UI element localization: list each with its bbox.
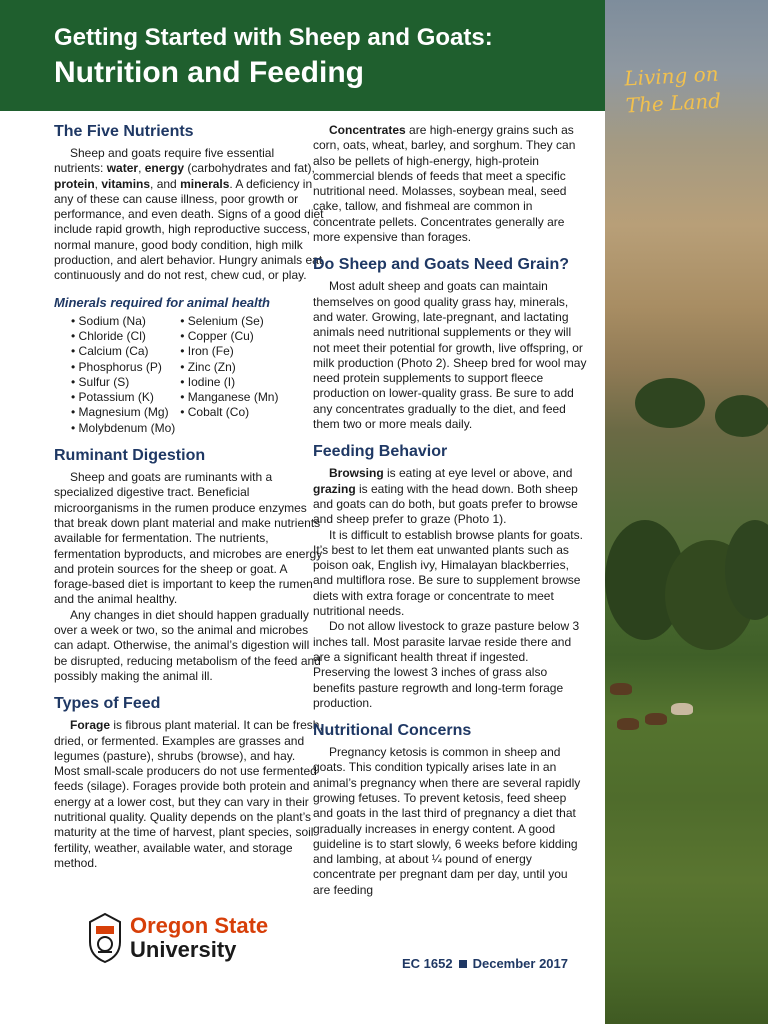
mineral-item: • Zinc (Zn) (180, 359, 236, 374)
minerals-list-column-1 (54, 314, 175, 436)
section-heading-five-nutrients: The Five Nutrients (54, 123, 194, 140)
ruminant-paragraph-1: Sheep and goats are ruminants with a specialized digestive tract. Beneficial microorganisms in the rumen produce enzymes that break down plant material and make nutrients available for fermentation. The nutrients, fermentation byproducts, and microbes are energy and protein sources for the sheep or goat. A forage-based diet is important to keep the rumen and the animal healthy. (54, 470, 323, 607)
minerals-list-column-2 (175, 314, 278, 436)
mineral-item: • Calcium (Ca) (71, 344, 149, 359)
ruminant-paragraph-2: Any changes in diet should happen gradually over a week or two, so the animal and microbes can adapt. Otherwise, the animal’s digestion will be disrupted, reducing metabolism of the feed and possibly making the animal ill. (54, 607, 321, 683)
mineral-item: • Chloride (Cl) (71, 328, 146, 343)
feeding-behavior-paragraph-2: It is difficult to establish browse plants for goats. It’s best to let them eat unwanted plants such as poison oak, English ivy, Himalayan blackberries, and multiflora rose. Be sure to supplement browse diets with extra forage or concentrate to meet nutritional needs. (313, 527, 583, 619)
osu-logo (86, 912, 268, 964)
section-heading-need-grain: Do Sheep and Goats Need Grain? (313, 256, 570, 274)
publication-number: EC 1652 (402, 956, 453, 971)
living-on-the-land-logo: Living on The Land (623, 61, 722, 118)
left-column (54, 121, 324, 871)
mineral-item: • Phosphorus (P) (71, 359, 162, 374)
minerals-list (54, 314, 324, 436)
mineral-item: • Sulfur (S) (71, 374, 130, 389)
mineral-item: • Potassium (K) (71, 390, 154, 405)
mineral-item: • Cobalt (Co) (180, 405, 250, 420)
section-heading-nutritional-concerns: Nutritional Concerns (313, 722, 472, 740)
series-title: Getting Started with Sheep and Goats: (54, 24, 493, 51)
feeding-behavior-paragraph-3: Do not allow livestock to graze pasture below 3 inches tall. Most parasite larvae reside there and are a significant health threat if ingested. Preserving the lowest 3 inches of grass also benefits pasture regrowth and long-term forage production. (313, 619, 580, 710)
section-heading-feeding-behavior: Feeding Behavior (313, 443, 448, 461)
mineral-item: • Selenium (Se) (180, 313, 264, 328)
minerals-subheading: Minerals required for animal health (54, 294, 270, 310)
osu-wordmark: Oregon State University (130, 913, 269, 962)
mineral-item: • Sodium (Na) (71, 313, 146, 328)
concentrates-paragraph: Concentrates are high-energy grains such as corn, oats, wheat, barley, and sorghum. They can also be pellets of high-energy, high-protein commercial blends of feeds that meet a specific nutritional need. Molasses, soybean meal, seed cake, tallow, and fishmeal are common in concentrate pellets. Concentrates generally are more expensive than forages. (313, 123, 576, 245)
mineral-item: • Magnesium (Mg) (71, 405, 169, 420)
right-column (313, 123, 588, 898)
concerns-paragraph: Pregnancy ketosis is common in sheep and goats. This condition typically arises late in an animal’s pregnancy when there are several rapidly growing fetuses. To prevent ketosis, feed sheep and goats in the last third of pregnancy a diet that gradually increases in energy content. A good guideline is to start slowly, 6 weeks before kidding and lambing, at about ¼ pound of energy concentrate per pregnant dam per day, until you are feeding (313, 745, 581, 897)
publication-info (402, 956, 568, 971)
section-heading-types-of-feed: Types of Feed (54, 695, 161, 713)
section-heading-ruminant-digestion: Ruminant Digestion (54, 447, 206, 465)
title-banner (0, 0, 605, 111)
goat-shape (610, 683, 632, 695)
tree-shape (715, 395, 768, 437)
five-nutrients-paragraph: Sheep and goats require five essential nutrients: water, energy (carbohydrates and fat), protein, vitamins, and minerals. A deficiency in any of these can cause illness, poor growth or performance, and even death. Signs of a good diet include rapid growth, high reproductive success, normal manure, good body condition, high milk production, and alert behavior. Hungry animals eat continuously and do not rest, chew cud, or play. (54, 146, 324, 283)
mineral-item: • Manganese (Mn) (180, 390, 279, 405)
publication-date: December 2017 (472, 956, 568, 971)
square-bullet-icon (459, 960, 467, 968)
mineral-item: • Copper (Cu) (180, 328, 254, 343)
tree-shape (635, 378, 705, 428)
pasture-photo (605, 0, 768, 1024)
mineral-item: • Iron (Fe) (180, 344, 234, 359)
goat-shape (645, 713, 667, 725)
goat-shape (671, 703, 693, 715)
page-title: Nutrition and Feeding (54, 56, 364, 89)
goat-shape (617, 718, 639, 730)
feeding-behavior-paragraph-1: Browsing is eating at eye level or above, and grazing is eating with the head down. Both sheep and goats can do both, but goats prefer to browse and sheep prefer to graze (Photo 1). (313, 466, 578, 527)
forage-paragraph: Forage is fibrous plant material. It can be fresh, dried, or fermented. Examples are grasses and legumes (pasture), shrubs (browse), and hay. Most small-scale producers do not use fermented feeds (silage). Forages provide both protein and energy at a lower cost, but they can vary in their nutritional quality. Quality depends on the plant’s maturity at the time of harvest, plant species, soil fertility, weather, available water, and storage method. (54, 718, 323, 870)
grain-paragraph: Most adult sheep and goats can maintain themselves on good quality grass hay, minerals, and water. Growing, late-pregnant, and lactating animals need nutritional supplements or they will not meet their potential for growth, live offspring, or milk production (Photo 2). Sheep bred for wool may need protein supplements to support fleece production on lower-quality grass. Be sure to add any concentrates gradually to the diet, and feed them two or more meals daily. (313, 279, 587, 432)
mineral-item: • Iodine (I) (180, 374, 236, 389)
mineral-item: • Molybdenum (Mo) (71, 420, 176, 435)
osu-seal-icon (86, 912, 124, 964)
